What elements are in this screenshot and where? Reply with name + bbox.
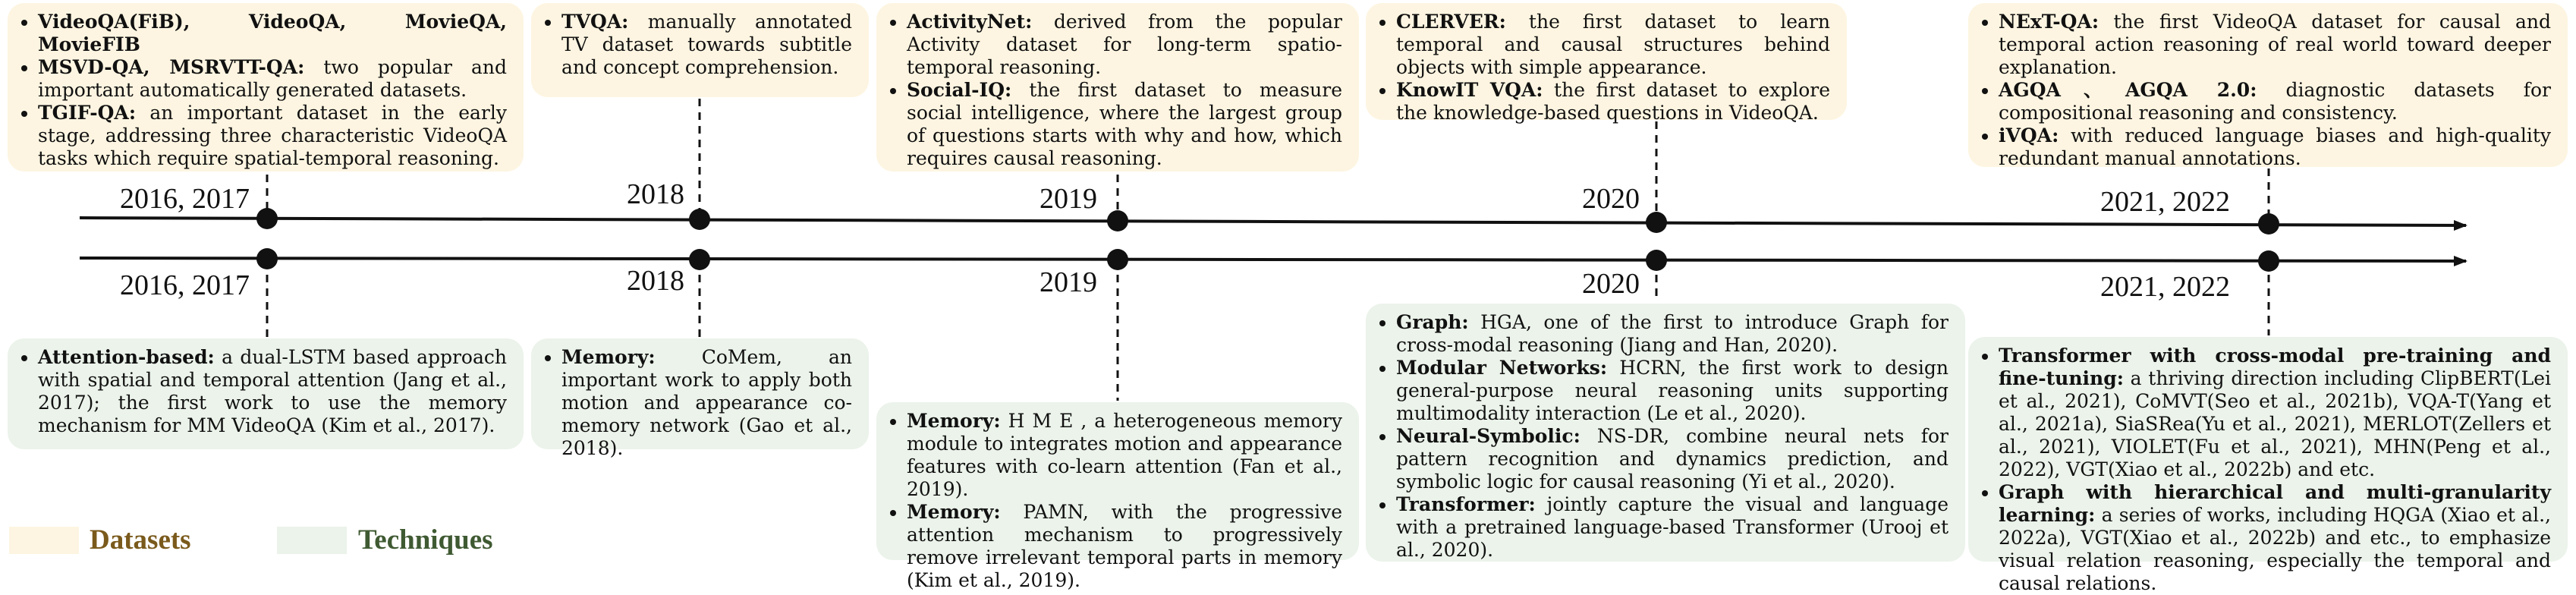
dataset-item: • Social-IQ: the first dataset to measure social intelligence, where the largest group of questions starts with why and how, which requires causal reasoning. xyxy=(907,79,1342,170)
legend-technique-label: Techniques xyxy=(358,524,493,556)
technique-item: • Graph with hierarchical and multi-granularity learning: a series of works, including HQGA (Xiao et al., 2022a), VGT(Xiao et al., 2022b) and etc., to emphasize visual relation reasoning, especially the temporal and causal relations. xyxy=(1999,481,2551,595)
dataset-item: • TVQA: manually annotated TV dataset towards subtitle and concept comprehension. xyxy=(561,11,852,79)
year-label-top: 2016, 2017 xyxy=(120,183,250,215)
timeline-dot xyxy=(1107,210,1128,231)
technique-item: • Attention-based: a dual-LSTM based approach with spatial and temporal attention (Jang et al., 2017); the first work to use the memory mechanism for MM VideoQA (Kim et al., 2017). xyxy=(38,346,507,437)
legend-technique-swatch xyxy=(277,527,347,554)
year-label-top: 2020 xyxy=(1582,183,1640,215)
legend-dataset-label: Datasets xyxy=(90,524,191,556)
year-label-bottom: 2021, 2022 xyxy=(2100,271,2230,303)
year-label-top: 2021, 2022 xyxy=(2100,186,2230,218)
timeline-dot xyxy=(1646,212,1667,233)
year-label-bottom: 2019 xyxy=(1040,266,1097,298)
dataset-item: • VideoQA(FiB), VideoQA, MovieQA, MovieFIB xyxy=(38,11,507,56)
dataset-item: • CLERVER: the first dataset to learn temporal and causal structures behind objects with simple appearance. xyxy=(1396,11,1830,79)
technique-item: • Memory: H M E , a heterogeneous memory module to integrates motion and appearance features with co-learn attention (Fan et al., 2019). xyxy=(907,410,1342,501)
top-timeline-axis xyxy=(80,218,2466,225)
dataset-box-2018 xyxy=(531,3,869,97)
dataset-item: • iVQA: with reduced language biases and high-quality redundant manual annotations. xyxy=(1999,124,2551,170)
technique-item: • Memory: PAMN, with the progressive attention mechanism to progressively remove irrelevant temporal parts in memory (Kim et al., 2019). xyxy=(907,501,1342,592)
technique-item: • Modular Networks: HCRN, the first work to design general-purpose neural reasoning units supporting multimodality interaction (Le et al., 2020). xyxy=(1396,357,1949,425)
timeline-dot xyxy=(256,248,278,269)
dataset-box-2016 xyxy=(8,3,524,172)
timeline-dot xyxy=(689,249,710,270)
timeline-dot xyxy=(2258,213,2279,235)
timeline-dot xyxy=(689,209,710,230)
year-label-bottom: 2018 xyxy=(627,265,684,297)
technique-box-2016 xyxy=(8,338,524,449)
technique-box-2020 xyxy=(1366,304,1965,562)
technique-item: • Graph: HGA, one of the first to introduce Graph for cross-modal reasoning (Jiang and Han, 2020). xyxy=(1396,311,1949,357)
dataset-item: • TGIF-QA: an important dataset in the early stage, addressing three characteristic VideoQA tasks which require spatial-temporal reasoning. xyxy=(38,102,507,170)
year-label-top: 2018 xyxy=(627,178,684,210)
dataset-box-2021 xyxy=(1968,3,2568,167)
dataset-item: • NExT-QA: the first VideoQA dataset for causal and temporal action reasoning of real world toward deeper explanation. xyxy=(1999,11,2551,79)
dataset-item: • MSVD-QA, MSRVTT-QA: two popular and important automatically generated datasets. xyxy=(38,56,507,102)
dataset-item: • KnowIT VQA: the first dataset to explore the knowledge-based questions in VideoQA. xyxy=(1396,79,1830,124)
technique-item: • Transformer with cross-modal pre-training and fine-tuning: a thriving direction including ClipBERT(Lei et al., 2021), CoMVT(Seo et al., 2021b), VQA-T(Yang et al., 2021a), SiaSRea(Yu et al., 2021), MERLOT(Zellers et al., 2021), VIOLET(Fu et al., 2021), MHN(Peng et al., 2022), VGT(Xiao et al., 2022b) and etc. xyxy=(1999,345,2551,481)
technique-box-2021 xyxy=(1968,337,2568,594)
bottom-timeline-axis xyxy=(80,258,2466,261)
year-label-top: 2019 xyxy=(1040,183,1097,215)
year-label-bottom: 2020 xyxy=(1582,268,1640,300)
technique-box-2018 xyxy=(531,338,869,459)
technique-item: • Transformer: jointly capture the visual and language with a pretrained language-based Transformer (Urooj et al., 2020). xyxy=(1396,493,1949,562)
timeline-dot xyxy=(1107,249,1128,270)
dataset-item: • ActivityNet: derived from the popular Activity dataset for long-term spatio-temporal reasoning. xyxy=(907,11,1342,79)
dataset-box-2019 xyxy=(876,3,1359,172)
legend-dataset-swatch xyxy=(9,527,79,554)
technique-item: • Neural-Symbolic: NS-DR, combine neural nets for pattern recognition and dynamics prediction, and symbolic logic for causal reasoning (Yi et al., 2020). xyxy=(1396,425,1949,493)
dataset-box-2020 xyxy=(1366,3,1847,124)
technique-item: • Memory: CoMem, an important work to apply both motion and appearance co-memory network (Gao et al., 2018). xyxy=(561,346,852,460)
timeline-dot xyxy=(2258,250,2279,272)
technique-box-2019 xyxy=(876,402,1359,591)
timeline-dot xyxy=(1646,250,1667,271)
timeline-dot xyxy=(256,208,278,229)
year-label-bottom: 2016, 2017 xyxy=(120,269,250,301)
dataset-item: • AGQA、AGQA 2.0: diagnostic datasets for compositional reasoning and consistency. xyxy=(1999,79,2551,124)
